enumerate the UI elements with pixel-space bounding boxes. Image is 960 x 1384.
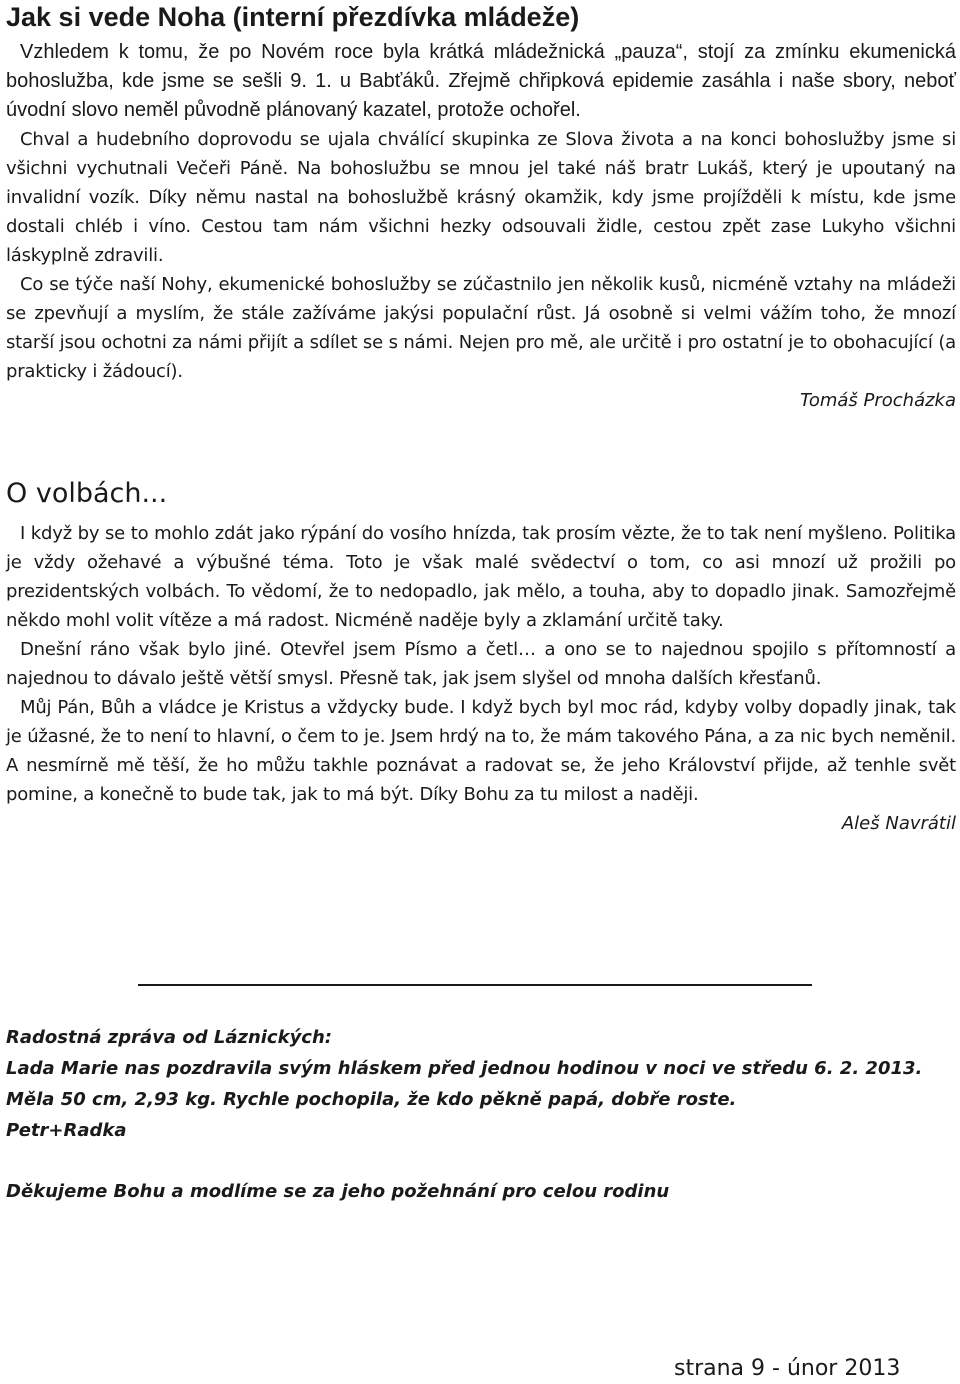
article-title-volby: O volbách...: [6, 478, 168, 509]
page-footer: strana 9 - únor 2013: [674, 1356, 901, 1381]
announcement-heading: Radostná zpráva od Láznických:: [6, 1027, 332, 1048]
announcement-signature: Petr+Radka: [6, 1120, 127, 1141]
article-volby-author: Aleš Navrátil: [841, 813, 956, 834]
article-noha-paragraph-2: Chval a hudebního doprovodu se ujala chválící skupinka ze Slova života a na konci bohoslužby jsme si všichni vychutnali Večeři Páně. Na bohoslužbu se mnou jel také náš bratr Lukáš, který je upoutaný na invalidní vozík. Díky němu nastal na bohoslužbě krásný okamžik, kdy jsme projížděli k místu, kde jsme dostali chléb i víno. Cestou tam nám všichni hezky odsouvali židle, cestou zpět zase Lukyho všichni láskyplně zdravili.: [6, 129, 956, 266]
article-volby-paragraph-2: Dnešní ráno však bylo jiné. Otevřel jsem Písmo a četl… a ono se to najednou spojilo s přítomností a najednou to dávalo ještě větší smysl. Přesně tak, jak jsem slyšel od mnoha dalších křesťanů.: [6, 639, 956, 689]
article-noha-paragraph-3: Co se týče naší Nohy, ekumenické bohoslužby se zúčastnilo jen několik kusů, nicméně vztahy na mládeži se zpevňují a myslím, že stále zažíváme jakýsi populační růst. Já osobně si velmi vážím toho, že mnozí starší jsou ochotni za námi přijít a sdílet se s námi. Nejen pro mě, ale určitě i pro ostatní je to obohacující (a prakticky i žádoucí).: [6, 274, 956, 382]
article-volby: [6, 477, 956, 838]
announcement-block: [6, 1022, 956, 1207]
article-noha-paragraph-1: Vzhledem k tomu, že po Novém roce byla krátká mládežnická „pauza“, stojí za zmínku ekumenická bohoslužba, kde jsme se sešli 9. 1. u Babťáků. Zřejmě chřipková epidemie zasáhla i naše sbory, neboť úvodní slovo neměl původně plánovaný kazatel, protože ochořel.: [6, 41, 956, 121]
article-noha-author: Tomáš Procházka: [800, 390, 956, 411]
article-volby-paragraph-3: Můj Pán, Bůh a vládce je Kristus a vždycky bude. I když bych byl moc rád, kdyby volby dopadly jinak, tak je úžasné, že to není to hlavní, o čem to je. Jsem hrdý na to, že mám takového Pána, a za nic bych neměnil. A nesmírně mě těší, že ho můžu takhle poznávat a radovat se, že jeho Království přijde, až tenhle svět pomine, a konečně to bude tak, jak to má být. Díky Bohu za tu milost a naději.: [6, 697, 956, 805]
announcement-thanks: Děkujeme Bohu a modlíme se za jeho požehnání pro celou rodinu: [6, 1181, 670, 1202]
article-volby-paragraph-1: I když by se to mohlo zdát jako rýpání do vosího hnízda, tak prosím vězte, že to tak není myšleno. Politika je vždy ožehavé a výbušné téma. Toto je však malé svědectví o tom, co asi mnozí už prožili po prezidentských volbách. To vědomí, že to nedopadlo, jak mělo, a touha, aby to dopadlo jinak. Samozřejmě někdo mohl volit vítěze a má radost. Nicméně naděje byly a zklamání určitě taky.: [6, 523, 956, 631]
article-title-noha: Jak si vede Noha (interní přezdívka mládeže): [6, 2, 580, 32]
announcement-body: Lada Marie nas pozdravila svým hláskem před jednou hodinou v noci ve středu 6. 2. 2013. Měla 50 cm, 2,93 kg. Rychle pochopila, že kdo pěkně papá, dobře roste.: [6, 1058, 923, 1110]
section-divider: [138, 984, 812, 986]
article-noha-body: [6, 38, 956, 415]
